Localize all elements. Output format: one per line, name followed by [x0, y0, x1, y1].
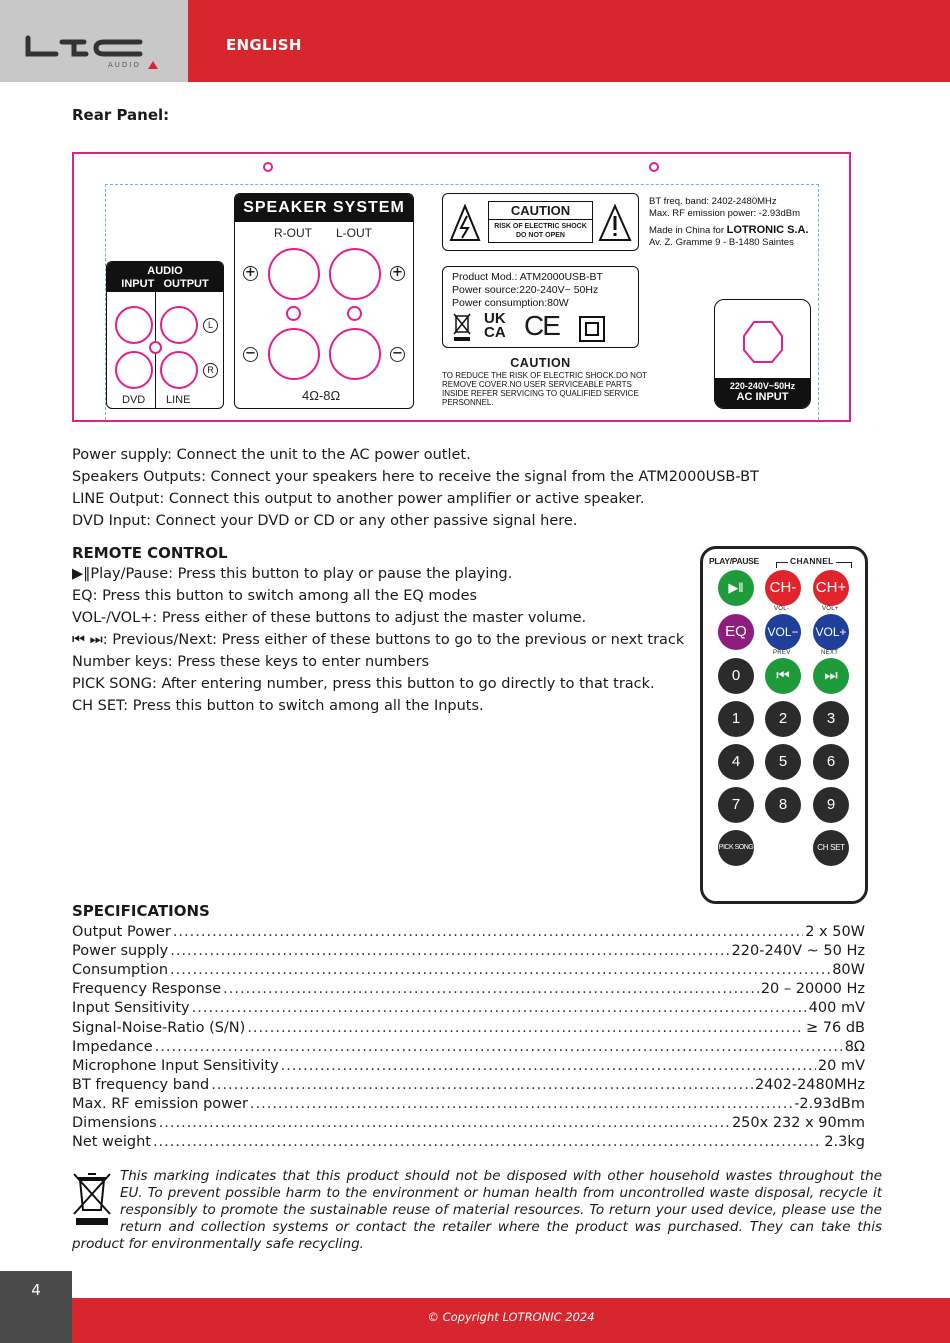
spec-row	[72, 1131, 865, 1150]
connection-power-supply: Power supply: Connect the unit to the AC power outlet.	[72, 447, 471, 463]
speaker-screw	[286, 306, 301, 321]
exclamation-warning-icon	[598, 204, 632, 242]
logo-area	[0, 0, 188, 82]
remote-desc-ch-set: CH SET: Press this button to switch among all the Inputs.	[72, 698, 484, 714]
remote-desc-number-keys: Number keys: Press these keys to enter numbers	[72, 654, 430, 670]
spec-row	[72, 1036, 865, 1055]
spec-leader-dots	[247, 1020, 804, 1036]
caution-divider	[488, 219, 593, 220]
next-caption: NEXT	[821, 650, 839, 656]
spec-value: 2.3kg	[824, 1134, 865, 1151]
ukca-bottom: CA	[484, 324, 506, 341]
language-label: ENGLISH	[226, 36, 302, 54]
l-out-negative-terminal	[329, 328, 381, 380]
electric-shock-warning-icon	[449, 204, 481, 242]
spec-row	[72, 1055, 865, 1074]
spec-label: Microphone Input Sensitivity	[72, 1057, 279, 1074]
spec-leader-dots	[281, 1058, 816, 1074]
spec-label: Net weight	[72, 1134, 151, 1151]
spec-value: 8Ω	[844, 1038, 865, 1055]
spec-leader-dots	[211, 1077, 753, 1093]
line-output-left-jack	[160, 306, 198, 344]
r-out-positive-terminal	[268, 248, 320, 300]
spec-row	[72, 997, 865, 1016]
spec-value: ≥ 76 dB	[806, 1019, 865, 1036]
r-out-label: R-OUT	[274, 226, 312, 240]
remote-key-7: 7	[718, 787, 754, 823]
specifications-heading: SPECIFICATIONS	[72, 902, 210, 920]
weee-notice	[72, 1168, 882, 1253]
spec-row	[72, 1093, 865, 1112]
remote-prev-button: ⏮	[765, 658, 801, 694]
mount-hole	[649, 162, 659, 172]
page-number-box	[0, 1271, 72, 1343]
dvd-input-right-jack	[115, 351, 153, 389]
minus-icon: −	[390, 347, 405, 362]
spec-label: Dimensions	[72, 1115, 157, 1131]
caution-subtext	[488, 222, 593, 240]
ltc-logo	[0, 0, 188, 82]
remote-ch-set-button: CH SET	[813, 830, 849, 866]
remote-desc-prev-next: ⏮ ⏭: Previous/Next: Press either of these buttons to go to the previous or next track	[72, 632, 685, 648]
caution-line-2: DO NOT OPEN	[515, 232, 565, 239]
manufacturer-address: Av. Z. Gramme 9 - B-1480 Saintes	[649, 237, 794, 248]
line-output-right-jack	[160, 351, 198, 389]
spec-value: 220-240V ~ 50 Hz	[731, 943, 865, 960]
channel-caption: CHANNEL	[790, 556, 834, 566]
speaker-screw	[347, 306, 362, 321]
made-in-prefix: Made in China for	[649, 225, 727, 236]
left-channel-marker: L	[203, 318, 218, 333]
header-bar	[188, 0, 950, 82]
spec-label: Signal-Noise-Ratio (S/N)	[72, 1019, 246, 1036]
spec-value: 400 mV	[808, 1000, 865, 1017]
spec-row	[72, 1112, 865, 1131]
r-out-negative-terminal	[268, 328, 320, 380]
audio-output-label: OUTPUT	[163, 278, 209, 290]
spec-leader-dots	[250, 1096, 792, 1112]
ac-socket-icon	[742, 320, 784, 364]
speaker-system-title: SPEAKER SYSTEM	[235, 194, 413, 222]
spec-row	[72, 978, 865, 997]
spec-label: Consumption	[72, 962, 169, 979]
vol-plus-caption: VOL+	[822, 606, 839, 612]
dvd-label: DVD	[122, 394, 146, 406]
product-power-source: Power source:220-240V~ 50Hz	[452, 284, 599, 296]
audio-io-header	[107, 262, 223, 292]
remote-desc-pick-song: PICK SONG: After entering number, press this button to go directly to that track.	[72, 676, 655, 692]
remote-ch-plus-button: CH+	[813, 570, 849, 606]
spec-leader-dots	[153, 1134, 822, 1150]
made-in-info	[649, 224, 809, 236]
spec-label: Power supply	[72, 943, 169, 960]
spec-row	[72, 1017, 865, 1036]
ukca-top: UK	[484, 310, 506, 327]
remote-key-9: 9	[813, 787, 849, 823]
connection-dvd-input: DVD Input: Connect your DVD or CD or any other passive signal here.	[72, 513, 578, 529]
spec-value: 20 – 20000 Hz	[760, 981, 865, 998]
io-screw	[149, 341, 162, 354]
l-out-positive-terminal	[329, 248, 381, 300]
spec-label: Input Sensitivity	[72, 1000, 190, 1017]
spec-value: 2 x 50W	[805, 924, 865, 940]
ac-input-label-bar	[715, 378, 810, 408]
spec-label: Output Power	[72, 924, 171, 940]
ce-mark: CE	[524, 310, 559, 341]
remote-desc-volume: VOL-/VOL+: Press either of these buttons to adjust the master volume.	[72, 610, 587, 626]
connection-line-output: LINE Output: Connect this output to another power amplifier or active speaker.	[72, 491, 645, 507]
connection-speakers: Speakers Outputs: Connect your speakers here to receive the signal from the ATM2000USB-BT	[72, 469, 759, 485]
double-insulation-icon	[578, 315, 606, 343]
caution-notice-body: TO REDUCE THE RISK OF ELECTRIC SHOCK.DO NOT REMOVE COVER.NO USER SERVICEABLE PARTS INSIDE REFER SERVICING TO QUALIFIED SERVICE PERSONNEL.	[442, 371, 647, 407]
remote-key-4: 4	[718, 744, 754, 780]
spec-row	[72, 959, 865, 978]
spec-leader-dots	[173, 924, 803, 940]
spec-label: Max. RF emission power	[72, 1095, 248, 1112]
remote-play-pause-button: ▶‖	[718, 570, 754, 606]
play-pause-caption: PLAY/PAUSE	[709, 556, 759, 566]
weee-bin-small-icon	[452, 312, 472, 342]
logo-subtitle: AUDIO	[108, 61, 141, 69]
remote-eq-button: EQ	[718, 614, 754, 650]
footer-bar	[72, 1298, 950, 1343]
copyright-text: © Copyright LOTRONIC 2024	[427, 1310, 595, 1324]
dvd-input-left-jack	[115, 306, 153, 344]
remote-desc-play: ▶‖Play/Pause: Press this button to play or pause the playing.	[72, 566, 513, 582]
spec-value: -2.93dBm	[794, 1095, 865, 1112]
ac-voltage-label: 220-240V~50Hz	[729, 381, 796, 391]
right-channel-marker: R	[203, 363, 218, 378]
bt-frequency-info: BT freq. band: 2402-2480MHz	[649, 196, 777, 207]
spec-leader-dots	[155, 1039, 843, 1055]
spec-label: Frequency Response	[72, 981, 222, 998]
caution-line-1: RISK OF ELECTRIC SHOCK	[494, 223, 587, 230]
plus-icon: +	[390, 266, 405, 281]
audio-input-label: INPUT	[121, 278, 155, 290]
speaker-system-block	[234, 193, 414, 409]
line-label: LINE	[166, 394, 191, 406]
remote-vol-minus-button: VOL−	[765, 614, 801, 650]
spec-value: 250x 232 x 90mm	[731, 1115, 865, 1131]
spec-row	[72, 1074, 865, 1093]
spec-leader-dots	[170, 962, 830, 978]
product-power-consumption: Power consumption:80W	[452, 297, 569, 309]
spec-row	[72, 921, 865, 940]
ukca-mark	[484, 312, 506, 340]
spec-row	[72, 940, 865, 959]
spec-leader-dots	[159, 1115, 730, 1131]
weee-notice-text: This marking indicates that this product should not be disposed with other household wastes throughout the EU. To prevent possible harm to the environment or human health from uncontrolled waste disposal, recycle it responsibly to promote the sustainable reuse of material resources. To return your used device, please use the return and collection systems or contact the retailer where the product was purchased. They can take this product for environmentally safe recycling.	[72, 1168, 882, 1252]
spec-value: 20 mV	[817, 1057, 865, 1074]
rf-power-info: Max. RF emission power: -2.93dBm	[649, 208, 800, 219]
caution-notice-title: CAUTION	[510, 356, 571, 370]
remote-key-3: 3	[813, 701, 849, 737]
remote-pick-song-button: PICK SONG	[718, 830, 754, 866]
spec-leader-dots	[192, 1000, 807, 1016]
remote-vol-plus-button: VOL+	[813, 614, 849, 650]
plus-icon: +	[243, 266, 258, 281]
spec-value: 80W	[832, 962, 865, 979]
spec-label: Impedance	[72, 1038, 153, 1055]
remote-key-2: 2	[765, 701, 801, 737]
logo-triangle-icon	[148, 61, 158, 69]
audio-title: AUDIO	[147, 265, 183, 277]
remote-ch-minus-button: CH-	[765, 570, 801, 606]
minus-icon: −	[243, 347, 258, 362]
spec-leader-dots	[223, 981, 759, 997]
ac-input-label: AC INPUT	[736, 391, 789, 403]
mount-hole	[263, 162, 273, 172]
page-number: 4	[31, 1281, 41, 1299]
remote-key-0: 0	[718, 658, 754, 694]
remote-control-heading: REMOTE CONTROL	[72, 544, 228, 562]
remote-next-button: ⏭	[813, 658, 849, 694]
spec-value: 2402-2480MHz	[754, 1076, 865, 1093]
remote-key-5: 5	[765, 744, 801, 780]
impedance-label: 4Ω-8Ω	[302, 388, 341, 403]
manufacturer-brand: LOTRONIC S.A.	[726, 224, 809, 236]
remote-key-6: 6	[813, 744, 849, 780]
spec-label: BT frequency band	[72, 1076, 210, 1093]
caution-title: CAUTION	[510, 203, 571, 218]
l-out-label: L-OUT	[336, 226, 372, 240]
remote-desc-eq: EQ: Press this button to switch among all the EQ modes	[72, 588, 478, 604]
vol-minus-caption: VOL-	[774, 606, 790, 612]
spec-leader-dots	[170, 943, 729, 959]
rear-panel-heading: Rear Panel:	[72, 106, 170, 124]
prev-caption: PREV	[773, 650, 791, 656]
remote-key-1: 1	[718, 701, 754, 737]
product-model: Product Mod.: ATM2000USB-BT	[452, 271, 603, 283]
remote-key-8: 8	[765, 787, 801, 823]
